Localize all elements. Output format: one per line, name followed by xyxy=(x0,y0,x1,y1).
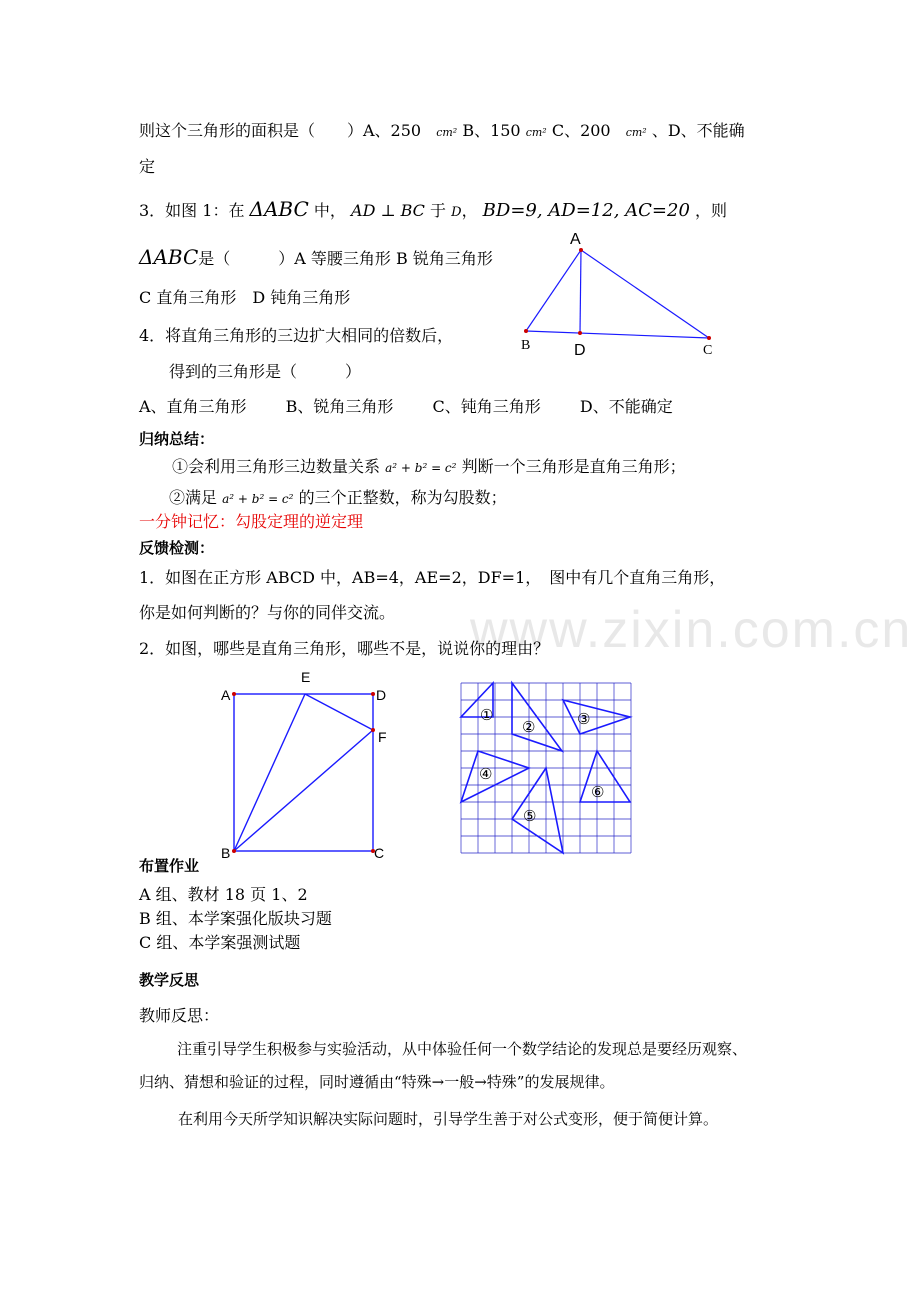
reflection-p2: 在利用今天所学知识解决实际问题时，引导学生善于对公式变形，便于简便计算。 xyxy=(178,1110,719,1128)
fig1-point-a xyxy=(579,248,583,252)
fig1-side-ac xyxy=(581,250,709,338)
fig2-label-c: C xyxy=(374,845,385,861)
q4-option-c: C、钝角三角形 xyxy=(432,397,541,416)
figure-3-grid xyxy=(460,682,632,854)
fig1-label-c: C xyxy=(703,343,713,358)
triangle-label-1: ① xyxy=(480,706,494,724)
feedback-q2: 2．如图，哪些是直角三角形，哪些不是，说说你的理由？ xyxy=(139,639,550,658)
fig2-label-f: F xyxy=(378,729,387,745)
feedback-q1-line2: 你是如何判断的？与你的同伴交流。 xyxy=(139,603,396,622)
fig2-segment-ef xyxy=(305,694,373,730)
fig2-point-b xyxy=(232,849,236,853)
fig1-point-d xyxy=(578,331,582,335)
fig1-side-bc xyxy=(526,331,709,338)
q4-option-a: A、直角三角形 xyxy=(139,397,247,416)
q4-line1: 4．将直角三角形的三边扩大相同的倍数后， xyxy=(139,326,454,345)
fig2-point-a xyxy=(232,692,236,696)
q3-line2: ΔABC是（ ）A 等腰三角形 B 锐角三角形 xyxy=(139,245,493,269)
summary-item-2: ②满足 a² + b² = c² 的三个正整数，称为勾股数； xyxy=(169,488,507,507)
homework-item-b: B 组、本学案强化版块习题 xyxy=(139,909,332,928)
fig1-label-a: A xyxy=(570,231,581,248)
feedback-title: 反馈检测： xyxy=(139,539,215,557)
q-prev-line1: 则这个三角形的面积是（ ）A、250 cm² B、150 cm² C、200 cm² 、D、不能确 xyxy=(139,121,745,140)
reflection-p1-line2: 归纳、猜想和验证的过程，同时遵循由“特殊→一般→特殊”的发展规律。 xyxy=(139,1073,615,1091)
figure-1-triangle xyxy=(500,228,730,358)
watermark: www.zixin.com.cn xyxy=(470,601,913,659)
figure-2-square xyxy=(215,668,400,863)
triangle-5 xyxy=(512,768,563,853)
homework-title: 布置作业 xyxy=(139,857,200,875)
q3-line1: 3．如图 1：在 ΔABC 中， AD ⊥ BC 于 D， BD=9, AD=12, AC=20 ，则 xyxy=(139,197,728,221)
reflection-title: 教学反思 xyxy=(139,971,200,989)
q4-options xyxy=(139,396,673,418)
fig2-label-a: A xyxy=(221,687,231,703)
reflection-p1-line1: 注重引导学生积极参与实验活动，从中体验任何一个数学结论的发现总是要经历观察、 xyxy=(177,1040,748,1058)
triangle-label-5: ⑤ xyxy=(523,807,537,825)
fig2-segment-bf xyxy=(234,730,373,851)
homework-item-a: A 组、教材 18 页 1、2 xyxy=(139,885,308,904)
triangle-label-6: ⑥ xyxy=(591,783,605,801)
triangle-6 xyxy=(580,751,630,802)
summary-title: 归纳总结： xyxy=(139,430,215,448)
fig2-square-abcd xyxy=(234,694,373,851)
q4-option-d: D、不能确定 xyxy=(579,397,673,416)
q4-option-b: B、锐角三角形 xyxy=(285,397,394,416)
fig2-label-e: E xyxy=(301,669,311,685)
fig1-point-b xyxy=(524,329,528,333)
fig2-point-f xyxy=(371,728,375,732)
fig1-point-c xyxy=(707,336,711,340)
fig1-label-b: B xyxy=(521,338,531,353)
q-prev-line2: 定 xyxy=(139,157,156,176)
triangle-label-4: ④ xyxy=(479,765,493,783)
feedback-q1-line1: 1．如图在正方形 ABCD 中，AB=4，AE=2，DF=1， 图中有几个直角三角形， xyxy=(139,568,726,587)
memory-heading: 一分钟记忆：勾股定理的逆定理 xyxy=(139,512,364,531)
fig1-altitude-ad xyxy=(580,250,581,333)
summary-item-1: ①会利用三角形三边数量关系 a² + b² = c² 判断一个三角形是直角三角形； xyxy=(172,457,686,476)
triangle-label-3: ③ xyxy=(577,710,591,728)
fig1-side-ab xyxy=(526,250,581,331)
fig1-label-d: D xyxy=(574,342,586,359)
q4-line2: 得到的三角形是（ ） xyxy=(169,362,362,381)
triangle-label-2: ② xyxy=(522,718,536,736)
q3-line3: C 直角三角形 D 钝角三角形 xyxy=(139,288,351,307)
fig2-label-d: D xyxy=(376,687,387,703)
fig2-label-b: B xyxy=(221,845,231,861)
fig2-segment-be xyxy=(234,694,305,851)
reflection-sub: 教师反思： xyxy=(139,1006,220,1025)
homework-item-c: C 组、本学案强测试题 xyxy=(139,933,301,952)
fig2-point-d xyxy=(371,692,375,696)
